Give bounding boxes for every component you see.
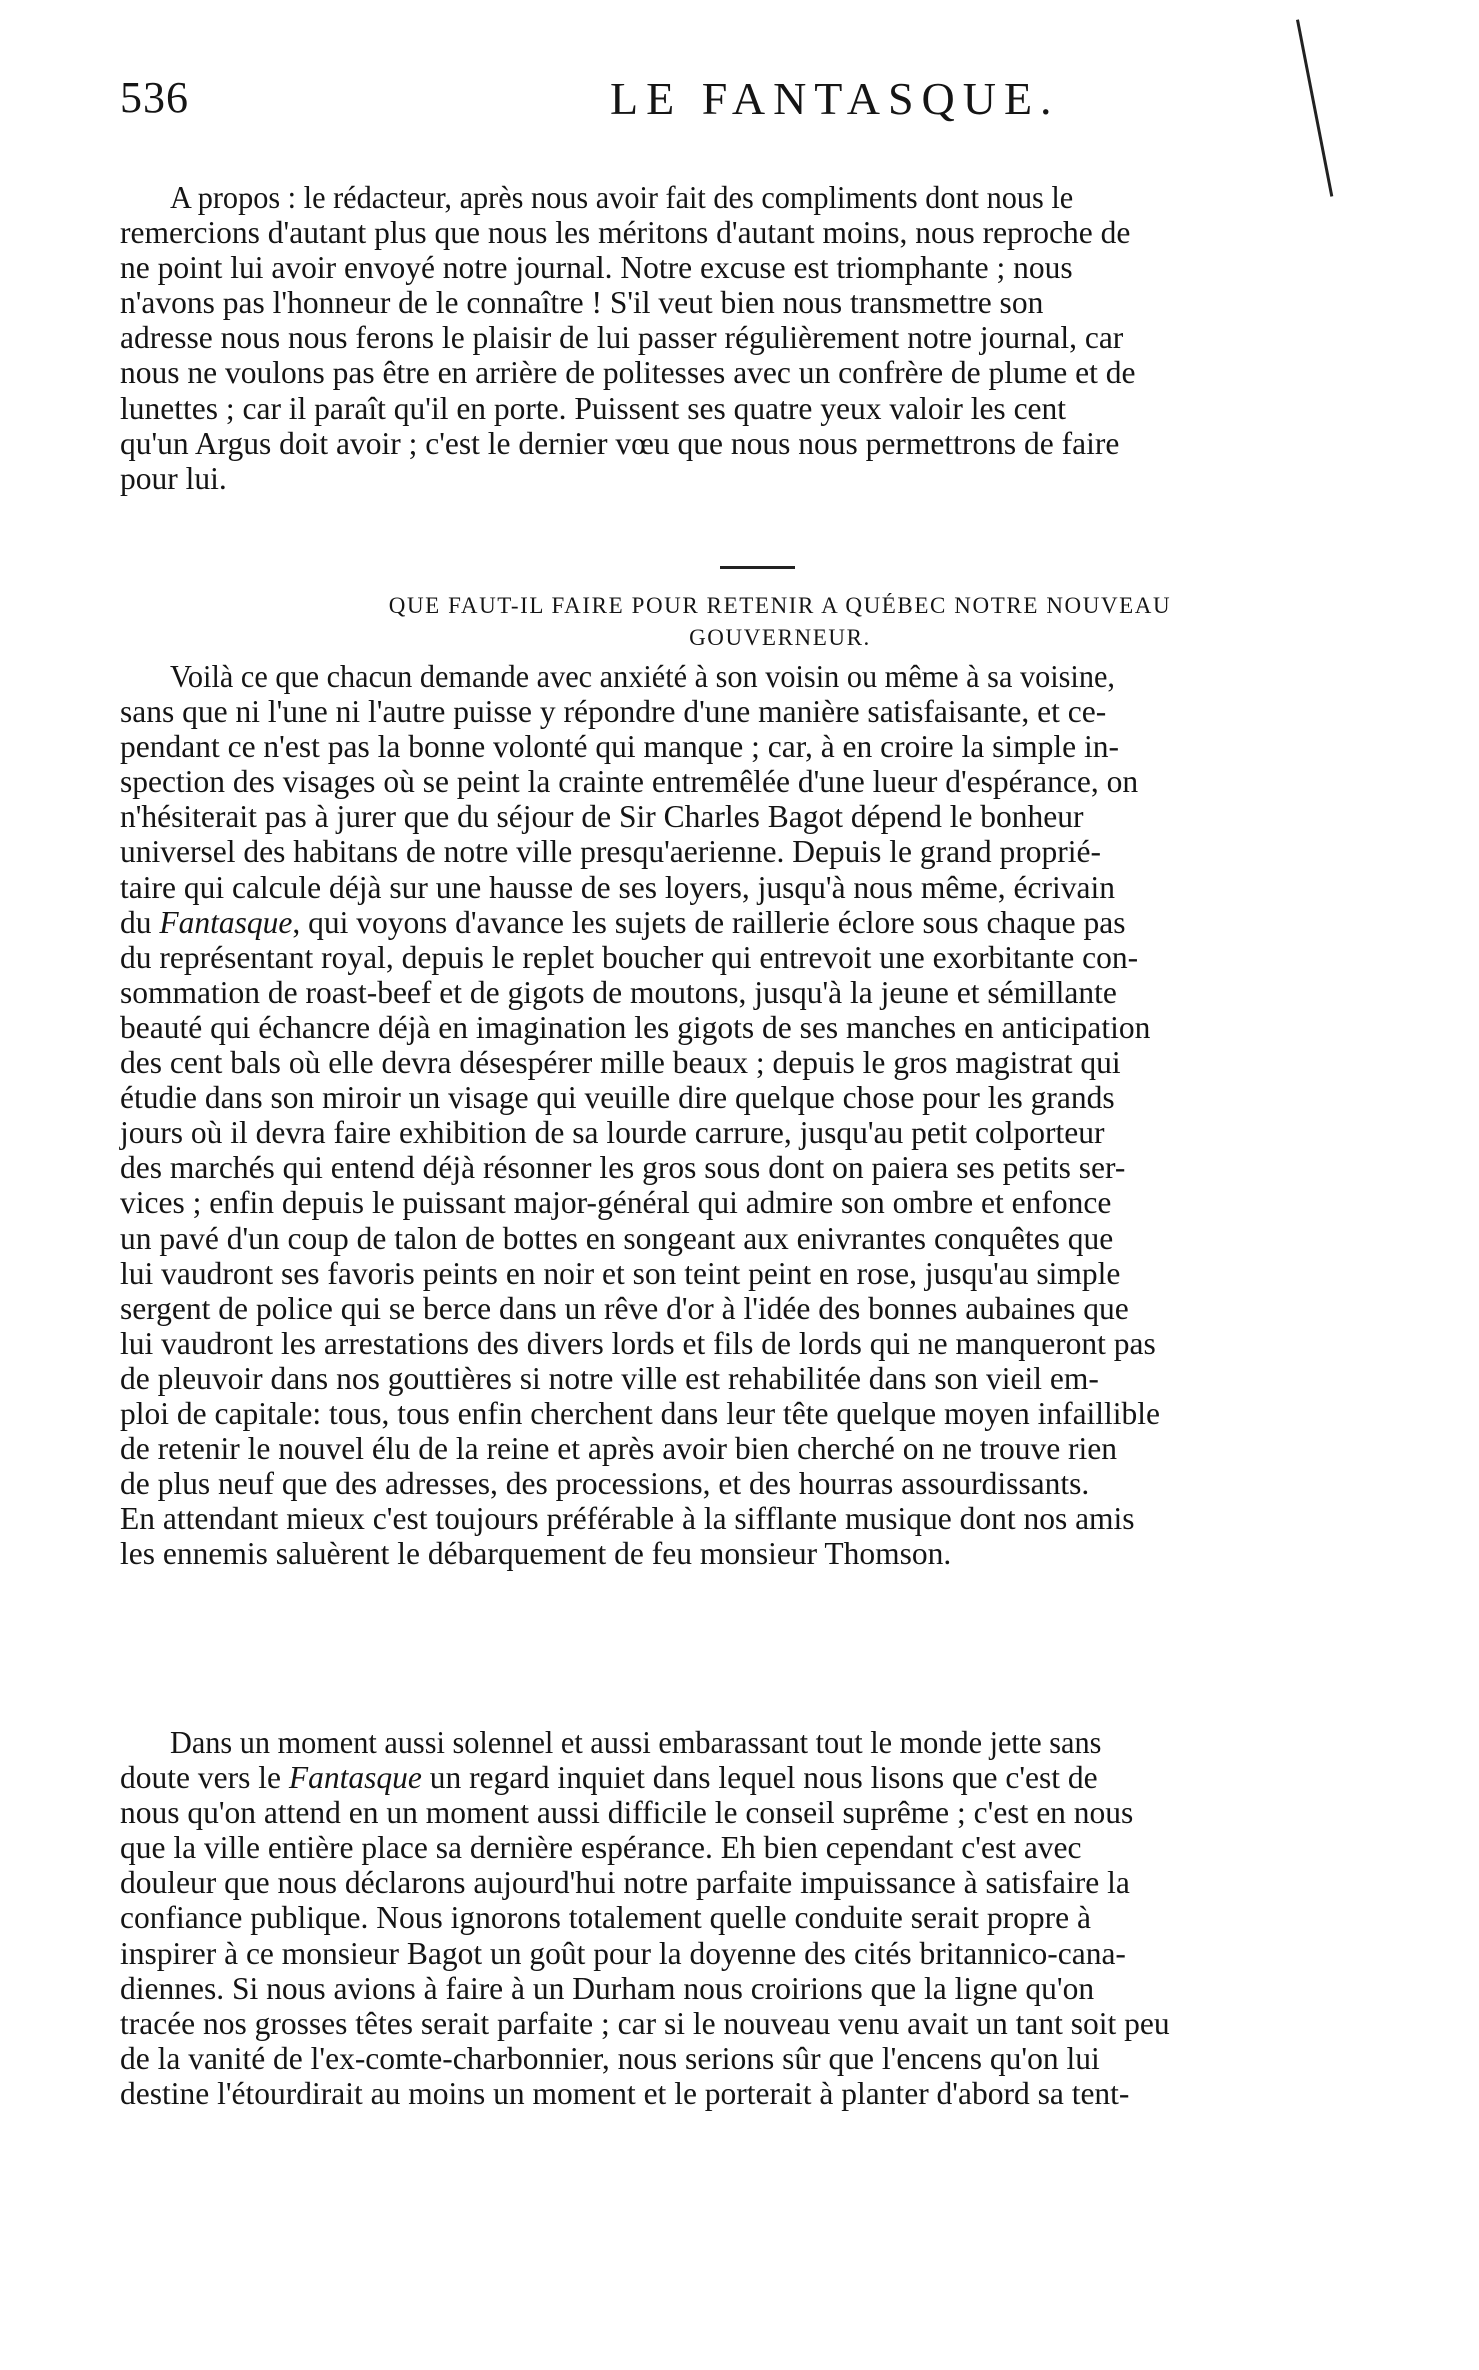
text-line: diennes. Si nous avions à faire à un Durham nous croirions que la ligne qu'on	[120, 1970, 1095, 2006]
article-paragraph-1	[120, 659, 1450, 1571]
text-line: tracée nos grosses têtes serait parfaite ; car si le nouveau venu avait un tant soit peu	[120, 2005, 1170, 2041]
text-line: nous ne voulons pas être en arrière de politesses avec un confrère de plume et de	[120, 355, 1136, 391]
text-line: un pavé d'un coup de talon de bottes en songeant aux enivrantes conquêtes que	[120, 1220, 1114, 1256]
text-line: vices ; enfin depuis le puissant major-général qui admire son ombre et enfonce	[120, 1185, 1112, 1221]
text-line: taire qui calcule déjà sur une hausse de ses loyers, jusqu'à nous même, écrivain	[120, 869, 1115, 905]
text-line: ne point lui avoir envoyé notre journal. Notre excuse est triomphante ; nous	[120, 250, 1073, 286]
text-line: lunettes ; car il paraît qu'il en porte. Puissent ses quatre yeux valoir les cent	[120, 390, 1067, 426]
text-line: doute vers le Fantasque un regard inquiet dans lequel nous lisons que c'est de	[120, 1760, 1098, 1796]
text-line: des cent bals où elle devra désespérer mille beaux ; depuis le gros magistrat qui	[120, 1045, 1121, 1081]
text-line: sans que ni l'une ni l'autre puisse y répondre d'une manière satisfaisante, et ce-	[120, 694, 1107, 730]
text-line: A propos : le rédacteur, après nous avoir fait des compliments dont nous le	[169, 180, 1074, 215]
text-line: que la ville entière place sa dernière espérance. Eh bien cependant c'est avec	[120, 1830, 1082, 1866]
text-line: douleur que nous déclarons aujourd'hui notre parfaite impuissance à satisfaire la	[120, 1865, 1130, 1901]
text-line: les ennemis saluèrent le débarquement de feu monsieur Thomson.	[120, 1536, 952, 1572]
text-line: destine l'étourdirait au moins un moment et le porterait à planter d'abord sa tent-	[120, 2075, 1130, 2111]
text-line: ploi de capitale: tous, tous enfin cherchent dans leur tête quelque moyen infaillible	[120, 1395, 1161, 1431]
page-number: 536	[120, 73, 189, 122]
text-line: qu'un Argus doit avoir ; c'est le dernier vœu que nous nous permettrons de faire	[120, 425, 1120, 461]
text-line: En attendant mieux c'est toujours préférable à la sifflante musique dont nos amis	[120, 1501, 1135, 1537]
journal-title: LE FANTASQUE.	[610, 73, 1060, 124]
text-line: lui vaudront les arrestations des divers lords et fils de lords qui ne manqueront pas	[120, 1325, 1156, 1361]
text-line: étudie dans son miroir un visage qui veuille dire quelque chose pour les grands	[120, 1080, 1115, 1116]
text-line: lui vaudront ses favoris peints en noir et son teint peint en rose, jusqu'au simple	[120, 1255, 1121, 1291]
article-title-line-1: QUE FAUT-IL FAIRE POUR RETENIR A QUÉBEC NOTRE NOUVEAU	[388, 593, 1172, 618]
text-line: pendant ce n'est pas la bonne volonté qui manque ; car, à en croire la simple in-	[120, 729, 1119, 765]
text-line: de plus neuf que des adresses, des processions, et des hourras assourdissants.	[120, 1466, 1090, 1502]
text-line: de pleuvoir dans nos gouttières si notre ville est rehabilitée dans son vieil em-	[120, 1360, 1099, 1396]
text-line: pour lui.	[120, 460, 227, 496]
text-line: de retenir le nouvel élu de la reine et après avoir bien cherché on ne trouve rien	[120, 1431, 1118, 1467]
text-line: nous qu'on attend en un moment aussi difficile le conseil suprême ; c'est en nous	[120, 1795, 1134, 1831]
text-line: remercions d'autant plus que nous les méritons d'autant moins, nous reproche de	[120, 215, 1131, 251]
text-line: Dans un moment aussi solennel et aussi embarassant tout le monde jette sans	[169, 1725, 1102, 1760]
text-line: universel des habitans de notre ville presqu'aerienne. Depuis le grand proprié-	[120, 834, 1101, 870]
text-line: des marchés qui entend déjà résonner les gros sous dont on paiera ses petits ser-	[120, 1150, 1126, 1186]
margin-rule	[1296, 19, 1333, 196]
text-line: sommation de roast-beef et de gigots de moutons, jusqu'à la jeune et sémillante	[120, 974, 1117, 1010]
article-title-line-2: GOUVERNEUR.	[689, 625, 871, 650]
text-line: n'avons pas l'honneur de le connaître ! S'il veut bien nous transmettre son	[120, 285, 1044, 321]
text-line: inspirer à ce monsieur Bagot un goût pour la doyenne des cités britannico-cana-	[120, 1935, 1126, 1971]
text-line: sergent de police qui se berce dans un rêve d'or à l'idée des bonnes aubaines que	[120, 1290, 1129, 1326]
section-divider	[720, 566, 795, 569]
text-line: jours où il devra faire exhibition de sa lourde carrure, jusqu'au petit colporteur	[120, 1115, 1105, 1151]
text-line: spection des visages où se peint la crainte entremêlée d'une lueur d'espérance, on	[120, 764, 1139, 800]
running-head	[120, 72, 1120, 142]
text-line: adresse nous nous ferons le plaisir de lui passer régulièrement notre journal, car	[120, 320, 1124, 356]
intro-paragraph	[120, 180, 1450, 496]
text-line: de la vanité de l'ex-comte-charbonnier, nous serions sûr que l'encens qu'on lui	[120, 2040, 1100, 2076]
text-line: du représentant royal, depuis le replet boucher qui entrevoit une exorbitante con-	[120, 939, 1139, 975]
text-line: confiance publique. Nous ignorons totalement quelle conduite serait propre à	[120, 1900, 1091, 1936]
text-line: du Fantasque, qui voyons d'avance les sujets de raillerie éclore sous chaque pas	[120, 904, 1126, 940]
article-title	[180, 590, 1380, 654]
article-paragraph-2	[120, 1725, 1450, 2111]
text-line: n'hésiterait pas à jurer que du séjour de Sir Charles Bagot dépend le bonheur	[120, 799, 1084, 835]
text-line: beauté qui échancre déjà en imagination les gigots de ses manches en anticipation	[120, 1009, 1151, 1045]
text-line: Voilà ce que chacun demande avec anxiété à son voisin ou même à sa voisine,	[169, 659, 1115, 694]
